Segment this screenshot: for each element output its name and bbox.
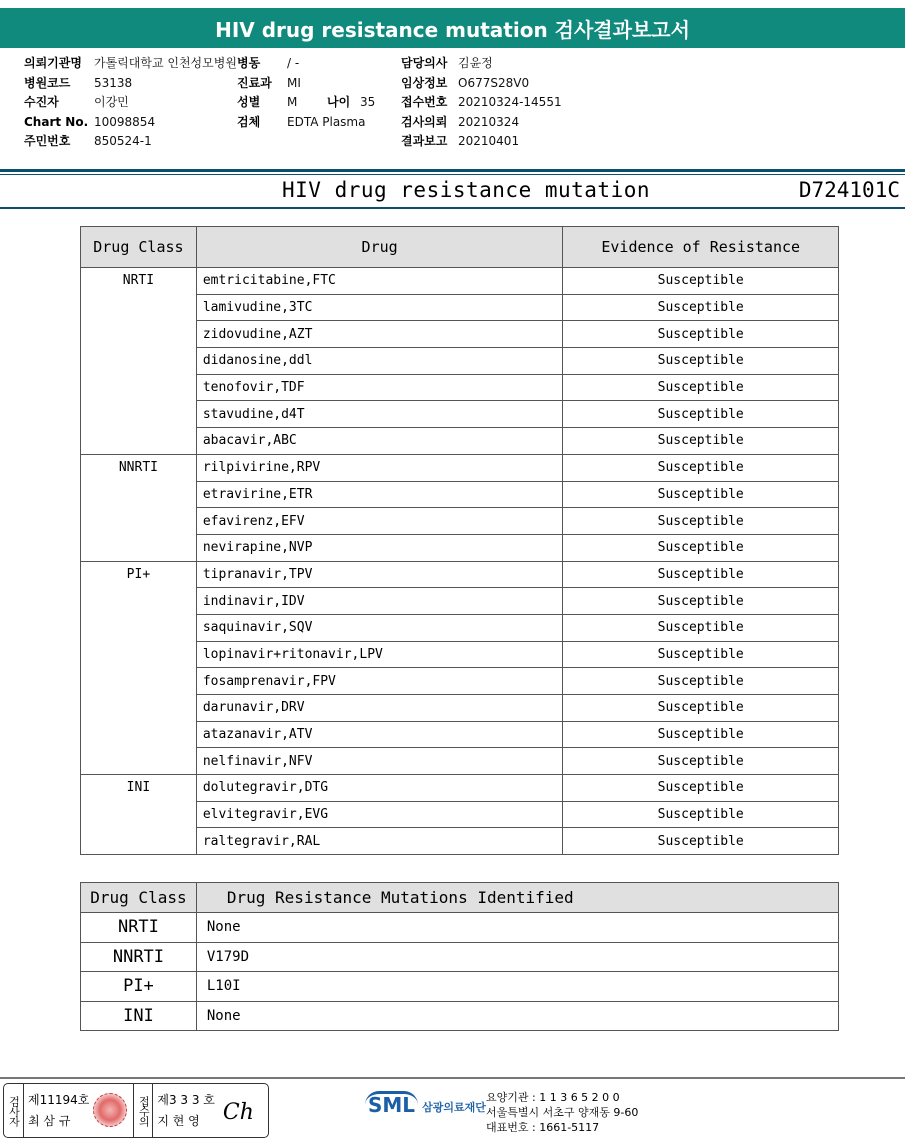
evidence-cell: Susceptible <box>563 748 839 775</box>
logo-mark: SML <box>365 1091 418 1116</box>
info-value: EDTA Plasma <box>287 114 366 129</box>
info-row <box>24 113 237 133</box>
info-key: 임상정보 <box>401 75 448 90</box>
tester-license: 제11194호 <box>28 1093 90 1107</box>
drug-cell: darunavir,DRV <box>196 695 563 722</box>
evidence-cell: Susceptible <box>563 641 839 668</box>
drug-cell: rilpivirine,RPV <box>196 454 563 481</box>
info-value: MI <box>287 75 301 90</box>
class-cell: NNRTI <box>81 942 197 972</box>
info-value: 850524-1 <box>94 134 152 148</box>
test-code: D724101C <box>798 178 900 202</box>
info-row <box>24 54 237 74</box>
info-key: 수진자 <box>24 95 59 109</box>
table-row <box>81 454 839 481</box>
drug-class-cell: NNRTI <box>81 454 197 561</box>
institution-phone: 대표번호 : 1661-5117 <box>486 1121 600 1134</box>
info-key: 검사의뢰 <box>401 114 448 129</box>
info-key: 병원코드 <box>24 75 71 90</box>
col-header-class: Drug Class <box>81 227 197 268</box>
drug-cell: tenofovir,TDF <box>196 374 563 401</box>
mutation-table <box>80 882 839 1031</box>
section-title: HIV drug resistance mutation <box>282 178 651 202</box>
info-key: Chart No. <box>24 114 89 129</box>
drug-cell: nelfinavir,NFV <box>196 748 563 775</box>
info-row <box>237 54 375 74</box>
table-row <box>81 268 839 295</box>
class-cell: INI <box>81 1001 197 1031</box>
drug-cell: raltegravir,RAL <box>196 828 563 855</box>
class-cell: PI+ <box>81 972 197 1002</box>
info-value: 20210324 <box>458 114 520 129</box>
info-value: 가톨릭대학교 인천성모병원 <box>94 56 237 70</box>
evidence-cell: Susceptible <box>563 428 839 455</box>
class-cell: NRTI <box>81 913 197 943</box>
drug-cell: stavudine,d4T <box>196 401 563 428</box>
mutation-cell: V179D <box>196 942 838 972</box>
drug-cell: zidovudine,AZT <box>196 321 563 348</box>
institution-street: 서울특별시 서초구 양재동 9-60 <box>486 1106 639 1119</box>
drug-cell: abacavir,ABC <box>196 428 563 455</box>
drug-cell: fosamprenavir,FPV <box>196 668 563 695</box>
col-header-class: Drug Class <box>81 883 197 913</box>
info-row <box>401 132 562 152</box>
info-row <box>24 74 237 94</box>
info-value: 김윤정 <box>458 56 493 70</box>
table-header-row <box>81 883 839 913</box>
sml-logo <box>365 1091 486 1116</box>
drug-cell: lamivudine,3TC <box>196 294 563 321</box>
evidence-cell: Susceptible <box>563 588 839 615</box>
mutation-cell: None <box>196 1001 838 1031</box>
info-key-age: 나이 <box>327 95 351 109</box>
tester-label: 검사자 <box>4 1084 24 1137</box>
info-row <box>401 113 562 133</box>
header-divider <box>0 169 905 172</box>
evidence-cell: Susceptible <box>563 614 839 641</box>
col-header-evidence: Evidence of Resistance <box>563 227 839 268</box>
footer-divider <box>0 1077 905 1079</box>
col-header-drug: Drug <box>196 227 563 268</box>
evidence-cell: Susceptible <box>563 508 839 535</box>
evidence-cell: Susceptible <box>563 828 839 855</box>
section-divider <box>0 207 905 209</box>
drug-class-cell: NRTI <box>81 268 197 455</box>
info-key: 접수번호 <box>401 95 448 109</box>
table-row <box>81 942 839 972</box>
info-value: 20210401 <box>458 134 520 148</box>
table-row <box>81 913 839 943</box>
confirmer-license: 제3 3 3 호 <box>157 1093 215 1107</box>
info-value: M <box>287 95 298 109</box>
drug-cell: etravirine,ETR <box>196 481 563 508</box>
info-key: 검체 <box>237 114 261 129</box>
table-row <box>81 775 839 802</box>
info-value: 10098854 <box>94 114 156 129</box>
evidence-cell: Susceptible <box>563 348 839 375</box>
table-row <box>81 561 839 588</box>
drug-class-cell: INI <box>81 775 197 855</box>
drug-cell: nevirapine,NVP <box>196 534 563 561</box>
evidence-cell: Susceptible <box>563 294 839 321</box>
info-key: 병동 <box>237 56 261 70</box>
evidence-cell: Susceptible <box>563 321 839 348</box>
info-row <box>401 93 562 113</box>
info-value: 53138 <box>94 75 133 90</box>
info-col-2 <box>237 54 375 132</box>
info-value: O677S28V0 <box>458 75 530 90</box>
evidence-cell: Susceptible <box>563 801 839 828</box>
evidence-cell: Susceptible <box>563 268 839 295</box>
mutation-cell: None <box>196 913 838 943</box>
drug-cell: didanosine,ddl <box>196 348 563 375</box>
drug-cell: indinavir,IDV <box>196 588 563 615</box>
seal-stamp-icon <box>93 1093 127 1127</box>
evidence-cell: Susceptible <box>563 374 839 401</box>
resistance-table <box>80 226 839 855</box>
table-row <box>81 1001 839 1031</box>
table-header-row <box>81 227 839 268</box>
info-row <box>24 132 237 152</box>
header-divider-thin <box>0 174 905 175</box>
signature-icon: Ch <box>222 1100 254 1125</box>
drug-cell: saquinavir,SQV <box>196 614 563 641</box>
evidence-cell: Susceptible <box>563 561 839 588</box>
mutation-cell: L10I <box>196 972 838 1002</box>
evidence-cell: Susceptible <box>563 534 839 561</box>
evidence-cell: Susceptible <box>563 668 839 695</box>
evidence-cell: Susceptible <box>563 695 839 722</box>
info-col-3 <box>401 54 562 152</box>
tester-name: 최 삼 규 <box>28 1114 71 1128</box>
confirmer-name: 지 현 영 <box>157 1114 200 1128</box>
drug-class-cell: PI+ <box>81 561 197 775</box>
info-row <box>24 93 237 113</box>
info-value: 20210324-14551 <box>458 95 562 109</box>
evidence-cell: Susceptible <box>563 401 839 428</box>
drug-cell: lopinavir+ritonavir,LPV <box>196 641 563 668</box>
signature-box <box>3 1083 269 1138</box>
info-col-1 <box>24 54 237 152</box>
table-row <box>81 972 839 1002</box>
institution-code: 요양기관 : 1 1 3 6 5 2 0 0 <box>486 1091 620 1104</box>
drug-cell: atazanavir,ATV <box>196 721 563 748</box>
evidence-cell: Susceptible <box>563 481 839 508</box>
info-row <box>237 93 375 113</box>
evidence-cell: Susceptible <box>563 721 839 748</box>
info-key: 주민번호 <box>24 134 71 148</box>
info-row <box>401 54 562 74</box>
info-key: 진료과 <box>237 75 272 90</box>
evidence-cell: Susceptible <box>563 454 839 481</box>
info-row <box>237 74 375 94</box>
confirmer-label: 접수의 <box>133 1084 153 1137</box>
drug-cell: elvitegravir,EVG <box>196 801 563 828</box>
report-title: HIV drug resistance mutation 검사결과보고서 <box>215 17 690 42</box>
info-value-age: 35 <box>360 95 376 109</box>
institution-address <box>486 1090 638 1135</box>
logo-name: 삼광의료재단 <box>422 1100 486 1114</box>
info-value: 이강민 <box>94 95 129 109</box>
info-key: 결과보고 <box>401 134 448 148</box>
drug-cell: emtricitabine,FTC <box>196 268 563 295</box>
confirmer-block <box>153 1084 219 1137</box>
info-key: 담당의사 <box>401 56 448 70</box>
report-title-banner <box>0 8 905 48</box>
drug-cell: dolutegravir,DTG <box>196 775 563 802</box>
col-header-mutations: Drug Resistance Mutations Identified <box>196 883 838 913</box>
info-key: 의뢰기관명 <box>24 56 82 70</box>
info-row <box>237 113 375 133</box>
info-row <box>401 74 562 94</box>
tester-block <box>24 1084 93 1137</box>
evidence-cell: Susceptible <box>563 775 839 802</box>
drug-cell: efavirenz,EFV <box>196 508 563 535</box>
info-value: / - <box>287 56 300 70</box>
drug-cell: tipranavir,TPV <box>196 561 563 588</box>
info-key: 성별 <box>237 95 261 109</box>
